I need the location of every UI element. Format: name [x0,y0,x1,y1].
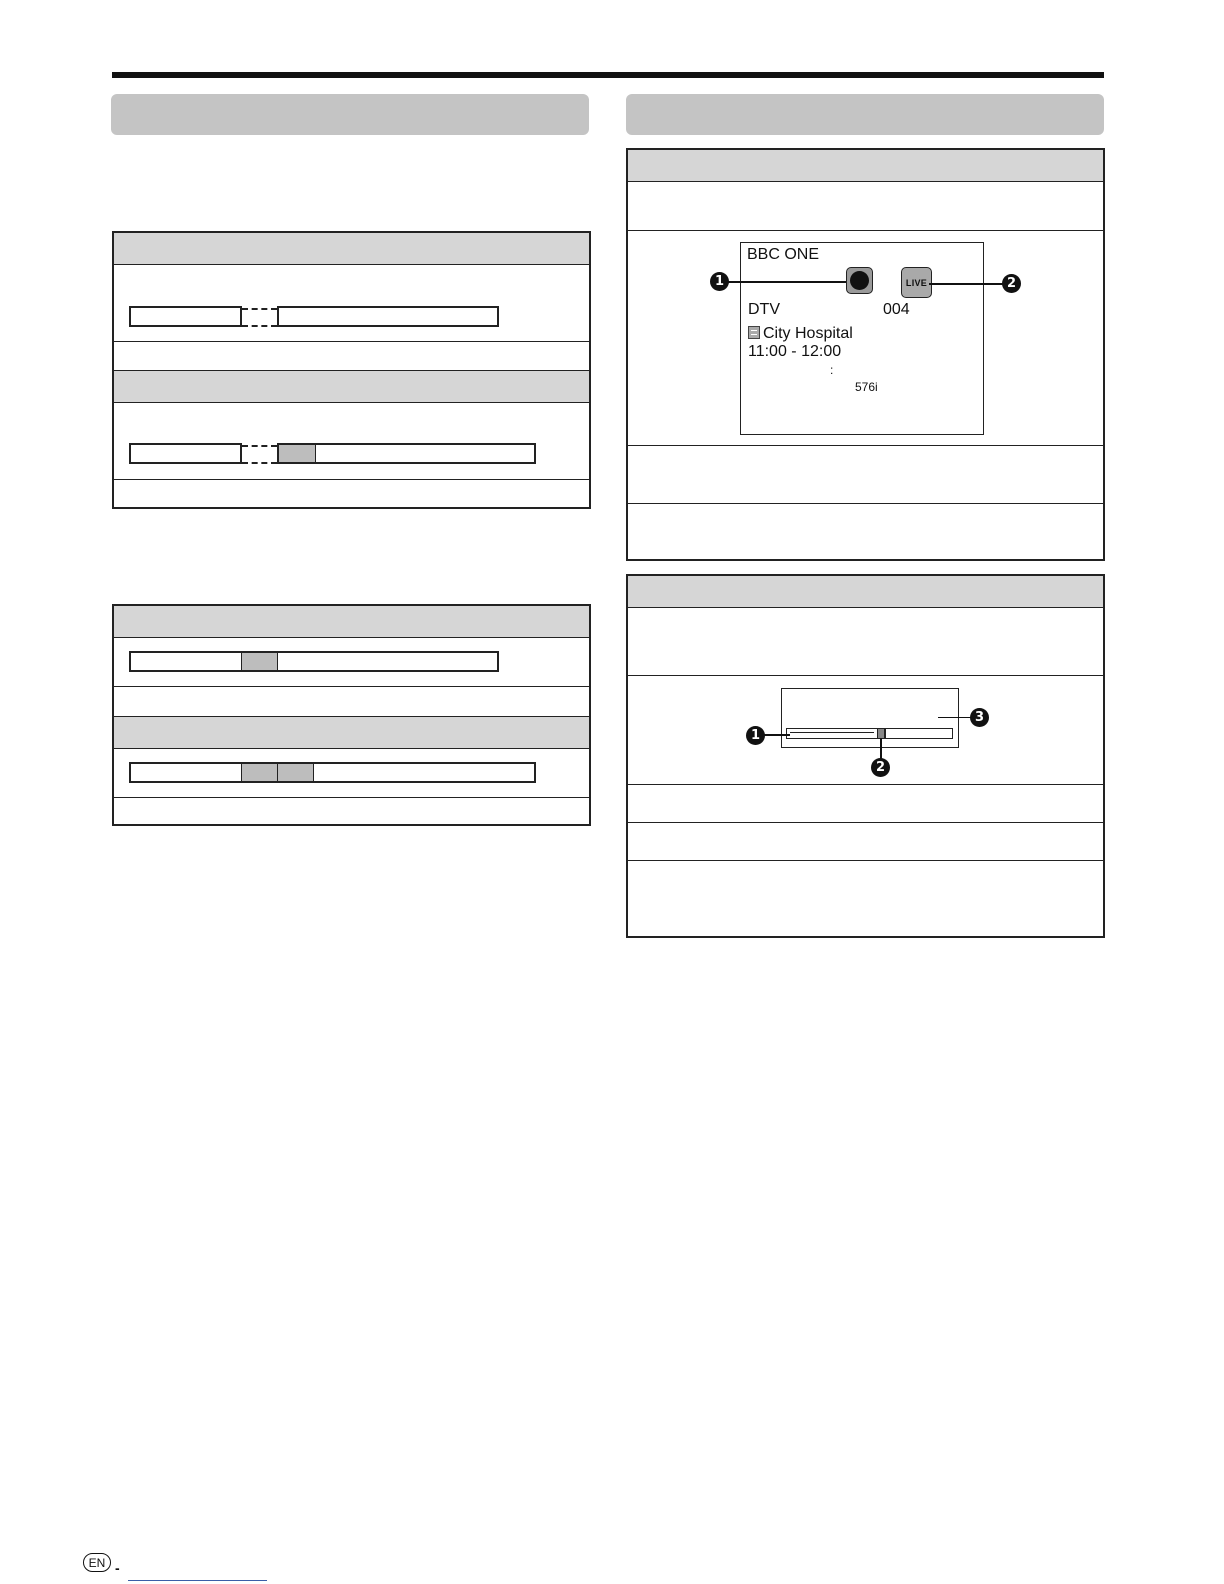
table-row [114,638,589,687]
table-row [628,785,1103,823]
dashed-connector [242,325,277,327]
table-row [628,608,1103,676]
table-row [114,265,589,342]
table-row [114,480,589,509]
callout-leader [764,734,790,736]
timeline-bar [129,762,536,783]
dashed-connector [242,308,277,310]
top-rule [112,72,1104,78]
table-row [628,504,1103,561]
table-row-header [114,371,589,403]
callout-leader [728,281,846,283]
table-row-header [114,606,589,638]
table-row [114,749,589,798]
left-section-header [111,94,589,135]
progress-track-remaining [885,728,953,739]
left-table-2 [112,604,591,826]
right-table-2 [626,574,1105,938]
page-separator: - [115,1560,120,1576]
callout-leader [880,738,882,759]
table-row [628,823,1103,861]
shaded-segment [241,653,278,670]
programme-title: City Hospital [748,325,853,343]
table-row-header [114,233,589,265]
colon-separator: : [830,363,834,377]
source-label: DTV [748,301,780,318]
live-icon: LIVE [901,267,932,298]
timeline-bar-start [129,443,242,464]
timeline-bar [129,651,499,672]
progress-screen [781,688,959,748]
channel-number: 004 [883,301,910,318]
table-row [114,403,589,480]
callout-3: 3 [970,708,989,727]
timeline-bar-end [277,306,499,327]
right-table-1 [626,148,1105,561]
table-row-header [114,717,589,749]
right-section-header [626,94,1104,135]
callout-1: 1 [746,726,765,745]
callout-leader [929,283,1003,285]
footer-link-line [128,1580,267,1581]
resolution: 576i [855,380,878,394]
epg-icon [748,326,760,339]
shaded-segment [279,445,316,462]
table-row [628,231,1103,446]
callout-1: 1 [710,272,729,291]
osd-screen [740,242,984,435]
table-row [114,798,589,826]
table-row [628,676,1103,785]
channel-name: BBC ONE [747,246,820,263]
time-range: 11:00 - 12:00 [748,343,842,360]
timeline-bar-end [277,443,536,464]
left-table-1 [112,231,591,509]
dashed-connector [242,445,277,447]
shaded-segment [277,764,314,781]
record-icon [846,267,873,294]
progress-track-played [786,728,878,739]
shaded-segment [241,764,278,781]
timeline-bar-start [129,306,242,327]
table-row [114,687,589,717]
dashed-connector [242,462,277,464]
table-row [628,182,1103,231]
callout-leader [938,717,971,718]
language-badge: EN [83,1553,111,1572]
callout-2: 2 [871,758,890,777]
table-row-header [628,150,1103,182]
table-row [628,861,1103,938]
callout-2: 2 [1002,274,1021,293]
table-row-header [628,576,1103,608]
table-row [114,342,589,371]
table-row [628,446,1103,504]
